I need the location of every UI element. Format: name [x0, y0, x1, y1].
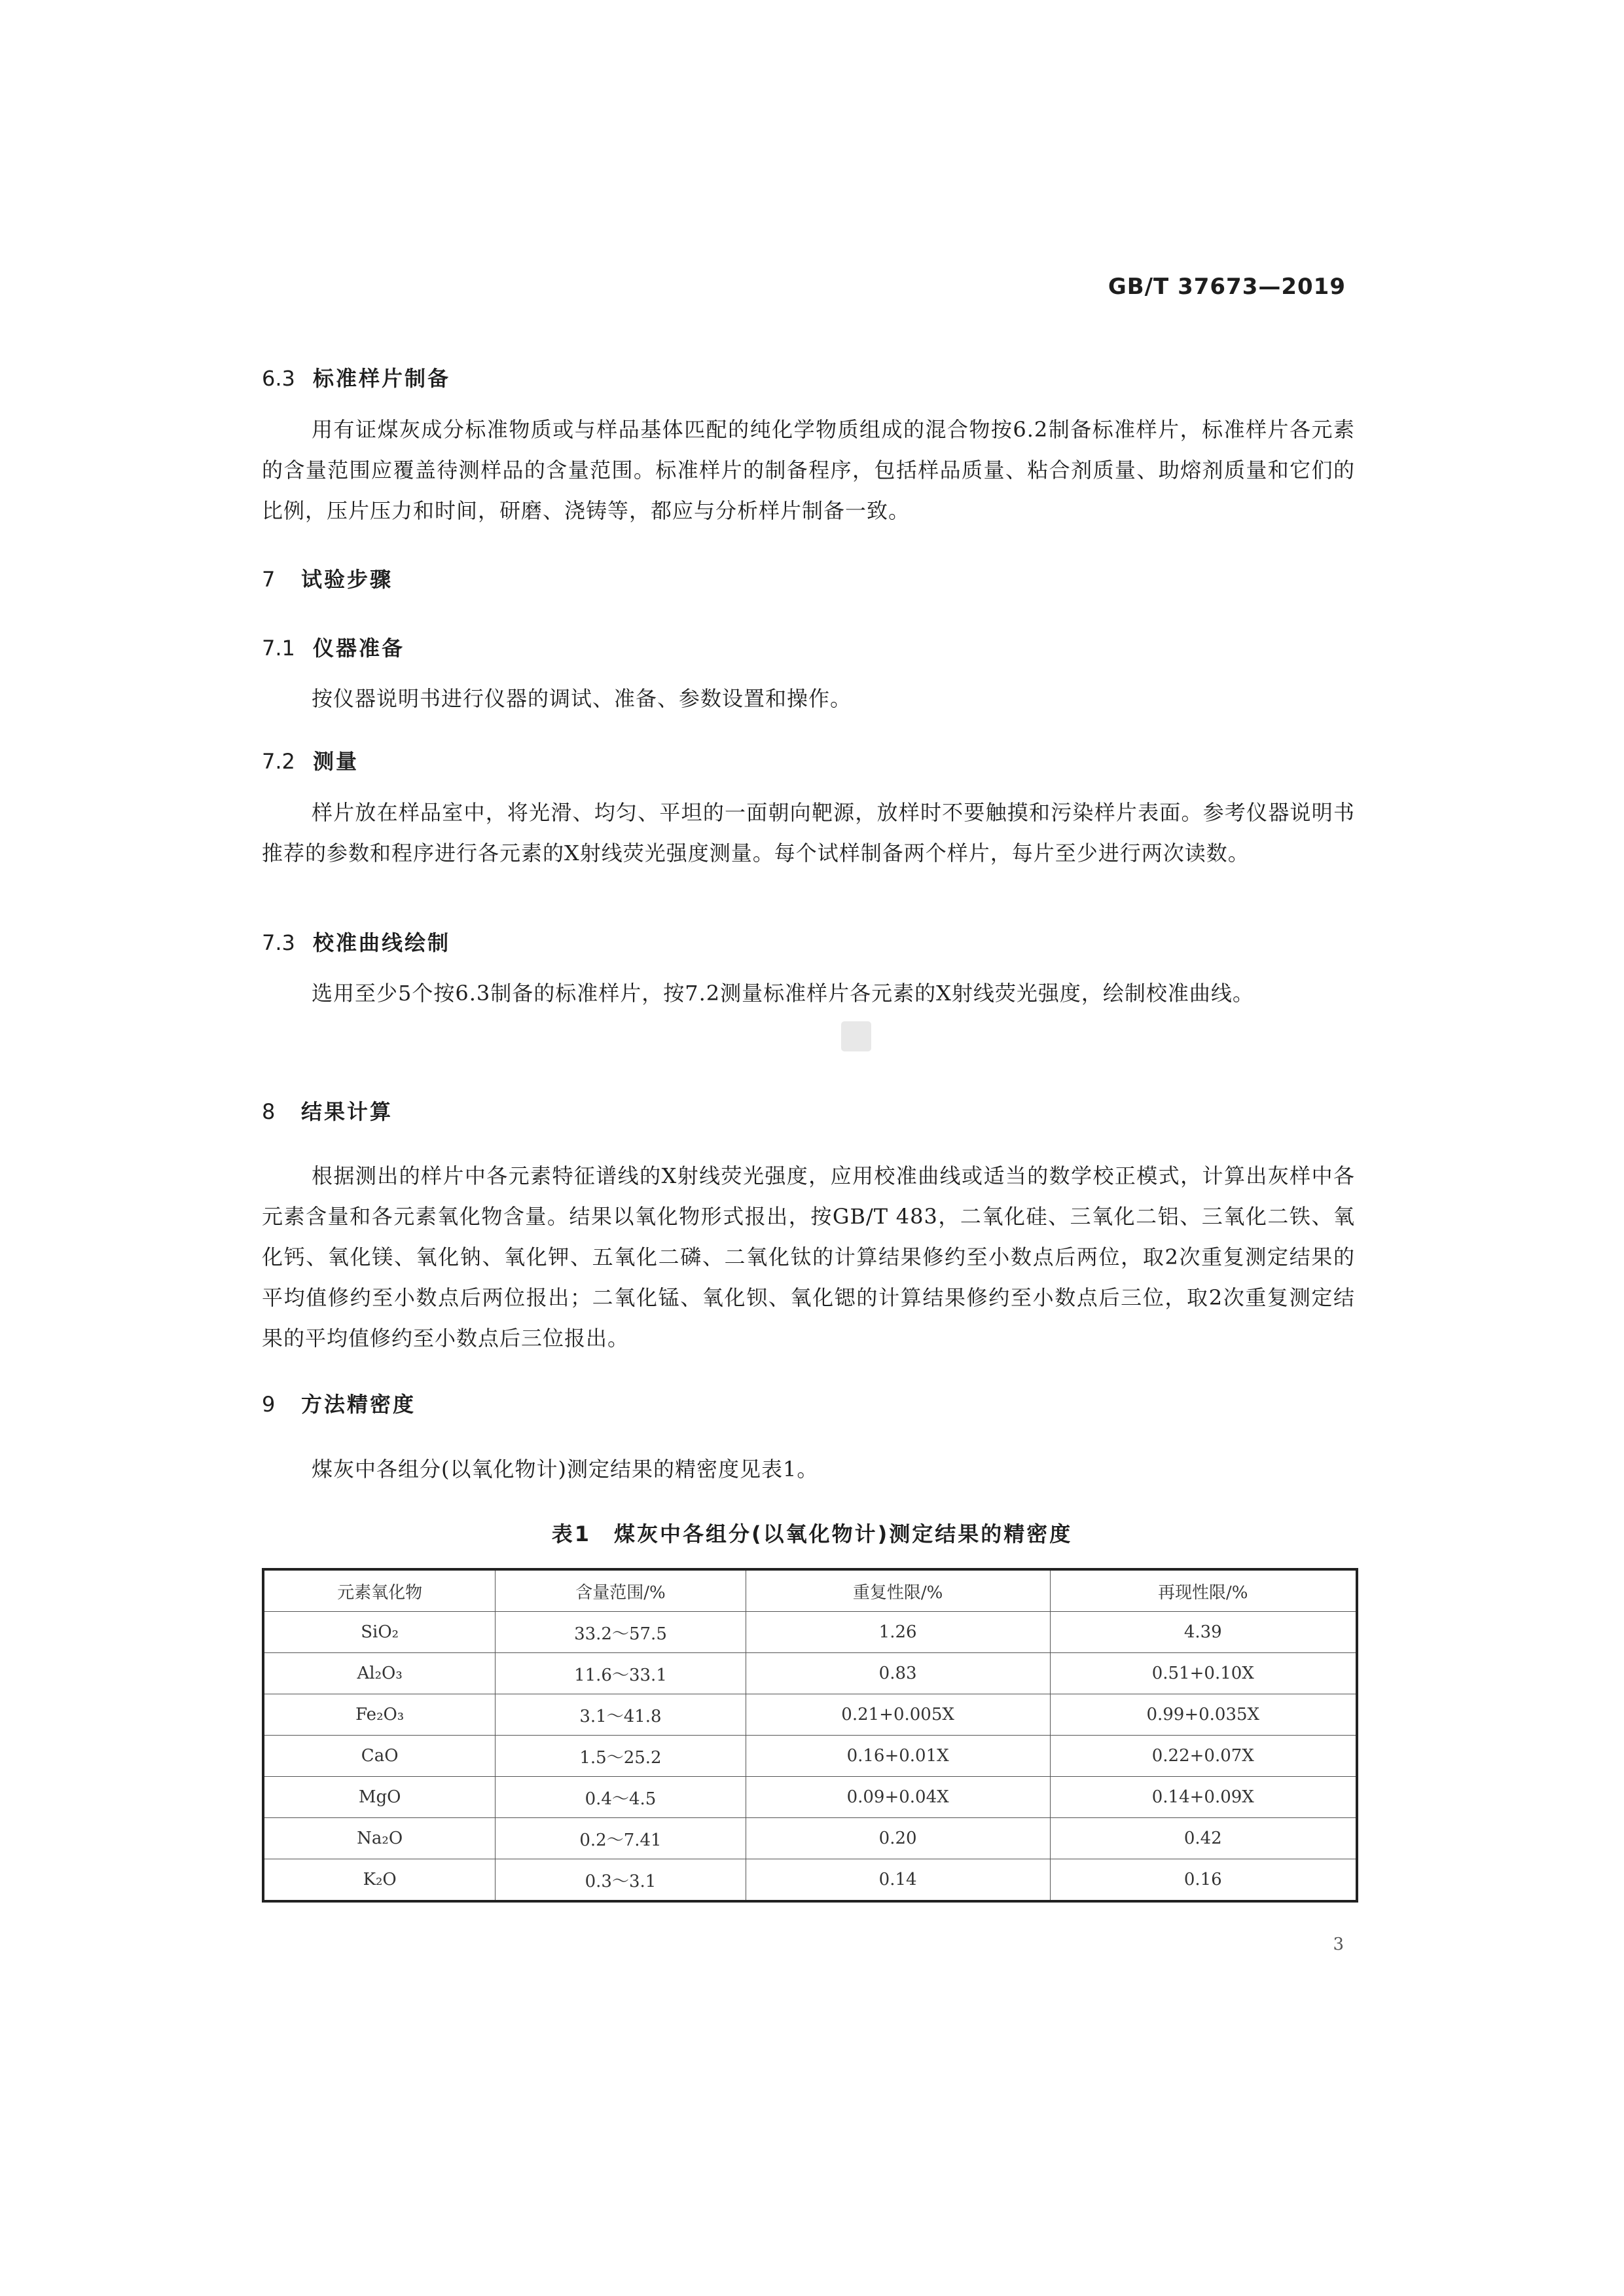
cell-oxide: Al₂O₃: [263, 1653, 496, 1694]
paragraph-7-1: 按仪器说明书进行仪器的调试、准备、参数设置和操作。: [312, 686, 852, 711]
section-heading-6-3: [262, 362, 450, 392]
cell-repeatability: 0.09+0.04X: [746, 1777, 1050, 1818]
cell-reproducibility: 0.14+0.09X: [1050, 1777, 1357, 1818]
cell-reproducibility: 0.16: [1050, 1859, 1357, 1902]
section-number: 7.2: [262, 749, 295, 774]
header-reproducibility: 再现性限/%: [1050, 1569, 1357, 1612]
section-title: 仪器准备: [313, 636, 405, 661]
section-title: 试验步骤: [301, 567, 393, 592]
cell-content-range: 33.2～57.5: [496, 1612, 746, 1653]
cell-reproducibility: 0.51+0.10X: [1050, 1653, 1357, 1694]
cell-content-range: 3.1～41.8: [496, 1694, 746, 1736]
cell-repeatability: 0.14: [746, 1859, 1050, 1902]
cell-content-range: 0.3～3.1: [496, 1859, 746, 1902]
header-repeatability: 重复性限/%: [746, 1569, 1050, 1612]
section-heading-8: [262, 1095, 393, 1125]
cell-reproducibility: 0.42: [1050, 1818, 1357, 1859]
table-row: [263, 1694, 1357, 1736]
cell-content-range: 0.2～7.41: [496, 1818, 746, 1859]
paragraph-7-2: 样片放在样品室中，将光滑、均匀、平坦的一面朝向靶源，放样时不要触摸和污染样片表面。参考仪器说明书推荐的参数和程序进行各元素的X射线荧光强度测量。每个试样制备两个样片，每片至少进行两次读数。: [262, 800, 1355, 866]
paragraph-8: 根据测出的样片中各元素特征谱线的X射线荧光强度，应用校准曲线或适当的数学校正模式，计算出灰样中各元素含量和各元素氧化物含量。结果以氧化物形式报出，按GB/T 483，二氧化硅、三氧化二铝、三氧化二铁、氧化钙、氧化镁、氧化钠、氧化钾、五氧化二磷、二氧化钛的计算结果修约至小数点后两位，取2次重复测定结果的平均值修约至小数点后两位报出；二氧化锰、氧化钡、氧化锶的计算结果修约至小数点后三位，取2次重复测定结果的平均值修约至小数点后三位报出。: [262, 1163, 1355, 1351]
paragraph-9: 煤灰中各组分(以氧化物计)测定结果的精密度见表1。: [312, 1457, 819, 1482]
cell-repeatability: 1.26: [746, 1612, 1050, 1653]
cell-oxide: Fe₂O₃: [263, 1694, 496, 1736]
table-row: [263, 1777, 1357, 1818]
section-number: 7: [262, 567, 276, 592]
cell-reproducibility: 0.99+0.035X: [1050, 1694, 1357, 1736]
section-heading-7-3: [262, 926, 450, 957]
section-heading-7-1: [262, 632, 405, 662]
table-header-row: [263, 1569, 1357, 1612]
cell-oxide: MgO: [263, 1777, 496, 1818]
section-title: 结果计算: [301, 1099, 393, 1124]
section-heading-7: [262, 563, 393, 593]
paragraph-6-3: 用有证煤灰成分标准物质或与样品基体匹配的纯化学物质组成的混合物按6.2制备标准样片，标准样片各元素的含量范围应覆盖待测样品的含量范围。标准样片的制备程序，包括样品质量、粘合剂质量、助熔剂质量和它们的比例，压片压力和时间，研磨、浇铸等，都应与分析样片制备一致。: [262, 417, 1355, 523]
cell-oxide: SiO₂: [263, 1612, 496, 1653]
precision-table: [262, 1568, 1358, 1903]
section-title: 校准曲线绘制: [313, 930, 451, 955]
paragraph-7-3: 选用至少5个按6.3制备的标准样片，按7.2测量标准样片各元素的X射线荧光强度，绘制校准曲线。: [312, 981, 1254, 1006]
cell-repeatability: 0.16+0.01X: [746, 1736, 1050, 1777]
section-title: 方法精密度: [301, 1392, 416, 1417]
cell-content-range: 1.5～25.2: [496, 1736, 746, 1777]
table-row: [263, 1653, 1357, 1694]
cell-content-range: 0.4～4.5: [496, 1777, 746, 1818]
section-heading-9: [262, 1388, 416, 1418]
section-title: 测量: [313, 749, 359, 774]
standard-number: GB/T 37673—2019: [1108, 274, 1346, 300]
section-title: 标准样片制备: [313, 366, 451, 391]
table-title: 表1 煤灰中各组分(以氧化物计)测定结果的精密度: [551, 1522, 1073, 1546]
section-number: 8: [262, 1099, 276, 1124]
section-number: 6.3: [262, 366, 295, 391]
cell-reproducibility: 4.39: [1050, 1612, 1357, 1653]
page-number: 3: [1333, 1935, 1344, 1954]
cell-reproducibility: 0.22+0.07X: [1050, 1736, 1357, 1777]
section-heading-7-2: [262, 745, 359, 775]
table-row: [263, 1736, 1357, 1777]
table-row: [263, 1859, 1357, 1902]
cell-oxide: K₂O: [263, 1859, 496, 1902]
section-number: 9: [262, 1392, 276, 1417]
section-number: 7.3: [262, 930, 295, 955]
cell-oxide: CaO: [263, 1736, 496, 1777]
section-number: 7.1: [262, 636, 295, 661]
cell-oxide: Na₂O: [263, 1818, 496, 1859]
cell-repeatability: 0.21+0.005X: [746, 1694, 1050, 1736]
table-row: [263, 1612, 1357, 1653]
cell-repeatability: 0.83: [746, 1653, 1050, 1694]
table-row: [263, 1818, 1357, 1859]
scan-artifact: [841, 1021, 871, 1051]
cell-content-range: 11.6～33.1: [496, 1653, 746, 1694]
cell-repeatability: 0.20: [746, 1818, 1050, 1859]
header-content-range: 含量范围/%: [496, 1569, 746, 1612]
header-oxide: 元素氧化物: [263, 1569, 496, 1612]
